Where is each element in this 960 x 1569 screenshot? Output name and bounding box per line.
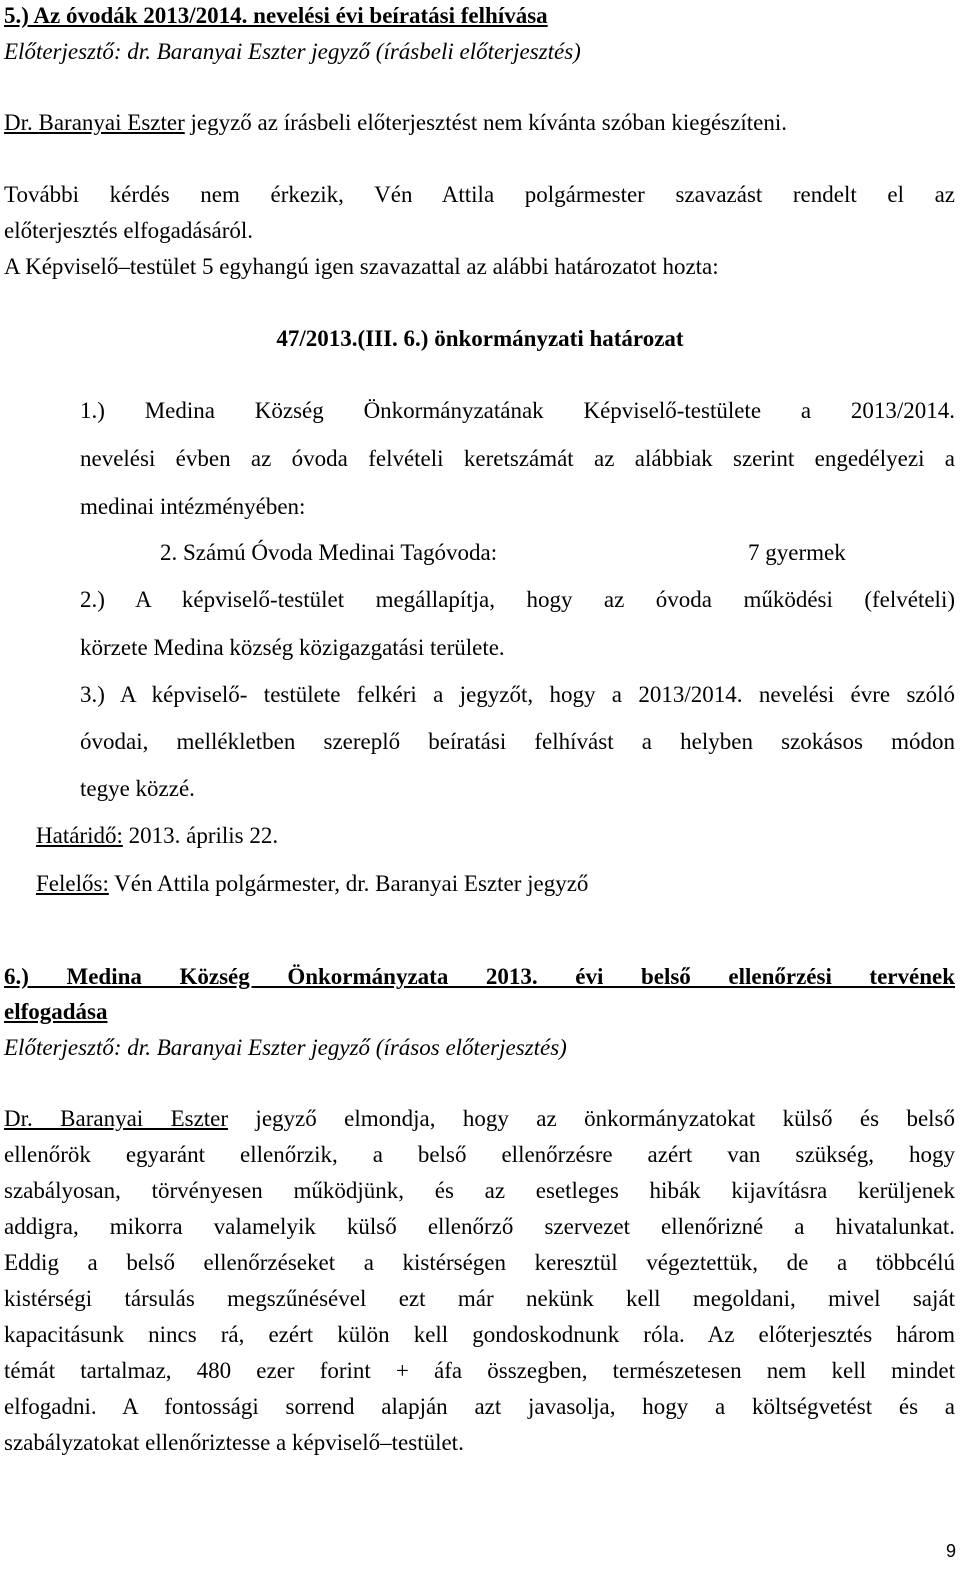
kindergarten-quota — [160, 539, 880, 567]
section-6-body-line1 — [4, 1105, 955, 1133]
kindergarten-label: 2. Számú Óvoda Medinai Tagóvoda: — [160, 540, 498, 565]
section-6-body-line6: kistérségi társulás megszűnésével ezt már nekünk kell megoldani, mivel saját — [4, 1286, 955, 1311]
section-6-presenter: Előterjesztő: dr. Baranyai Eszter jegyző (írásos előterjesztés) — [4, 1035, 567, 1060]
section-5-vote-call-line1: További kérdés nem érkezik, Vén Attila polgármester szavazást rendelt el az — [4, 182, 955, 207]
section-6-body-line9: elfogadni. A fontossági sorrend alapján azt javasolja, hogy a költségvetést és a — [4, 1394, 955, 1419]
resolution-point-1-line1: 1.) Medina Község Önkormányzatának Képviselő-testülete a 2013/2014. — [80, 398, 955, 423]
section-5-vote-result: A Képviselő–testület 5 egyhangú igen szavazattal az alábbi határozatot hozta: — [4, 254, 719, 279]
responsible-value: Vén Attila polgármester, dr. Baranyai Eszter jegyző — [108, 871, 589, 896]
section-5-vote-call-line2: előterjesztés elfogadásáról. — [4, 218, 254, 243]
section-6-body-line2: ellenőrök egyaránt ellenőrzik, a belső ellenőrzésre azért van szükség, hogy — [4, 1142, 955, 1167]
section-6-body-line4: addigra, mikorra valamelyik külső ellenőrző szervezet ellenőrizné a hivatalunkat. — [4, 1214, 955, 1239]
resolution-point-1-line2: nevelési évben az óvoda felvételi keretszámát az alábbiak szerint engedélyezi a — [80, 446, 955, 471]
section-6-body-line10: szabályzatokat ellenőriztesse a képviselő–testület. — [4, 1430, 464, 1455]
intro-text: jegyző az írásbeli előterjesztést nem kívánta szóban kiegészíteni. — [184, 110, 787, 135]
kindergarten-value: 7 gyermek — [748, 540, 846, 565]
section-5-presenter: Előterjesztő: dr. Baranyai Eszter jegyző (írásbeli előterjesztés) — [4, 39, 581, 64]
responsible-label: Felelős: — [36, 871, 109, 896]
section-6-body-line7: kapacitásunk nincs rá, ezért külön kell gondoskodnunk róla. Az előterjesztés három — [4, 1322, 955, 1347]
notary-name: Dr. Baranyai Eszter — [4, 110, 185, 135]
resolution-point-2-line1: 2.) A képviselő-testület megállapítja, hogy az óvoda működési (felvételi) — [80, 587, 955, 612]
responsible — [36, 870, 936, 898]
deadline-value: 2013. április 22. — [122, 823, 279, 848]
section-6-body-line8: témát tartalmaz, 480 ezer forint + áfa összegben, természetesen nem kell mindet — [4, 1358, 955, 1383]
section-5-heading: 5.) Az óvodák 2013/2014. nevelési évi beíratási felhívása — [4, 3, 548, 28]
section-6-heading-line1: 6.) Medina Község Önkormányzata 2013. évi belső ellenőrzési tervének — [4, 964, 955, 989]
deadline — [36, 822, 936, 850]
section-6-body-line5: Eddig a belső ellenőrzéseket a kistérségen keresztül végeztettük, de a többcélú — [4, 1250, 955, 1275]
deadline-label: Határidő: — [36, 823, 123, 848]
resolution-point-3-line1: 3.) A képviselő- testülete felkéri a jegyzőt, hogy a 2013/2014. nevelési évre szóló — [80, 682, 955, 707]
section-6-heading-line2: elfogadása — [4, 999, 108, 1024]
body-text: jegyző elmondja, hogy az önkormányzatokat külső és belső — [228, 1106, 955, 1131]
page-number: 9 — [945, 1541, 956, 1561]
section-5-intro — [4, 109, 955, 137]
resolution-point-3-line3: tegye közzé. — [80, 776, 195, 801]
section-6-body-line3: szabályosan, törvényesen működjünk, és az esetleges hibák kijavításra kerüljenek — [4, 1178, 955, 1203]
resolution-title: 47/2013.(III. 6.) önkormányzati határozat — [276, 326, 684, 351]
resolution-point-3-line2: óvodai, mellékletben szereplő beíratási felhívást a helyben szokásos módon — [80, 729, 955, 754]
resolution-point-1-line3: medinai intézményében: — [80, 494, 306, 519]
notary-name: Dr. Baranyai Eszter — [4, 1106, 229, 1131]
resolution-point-2-line2: körzete Medina község közigazgatási területe. — [80, 635, 505, 660]
